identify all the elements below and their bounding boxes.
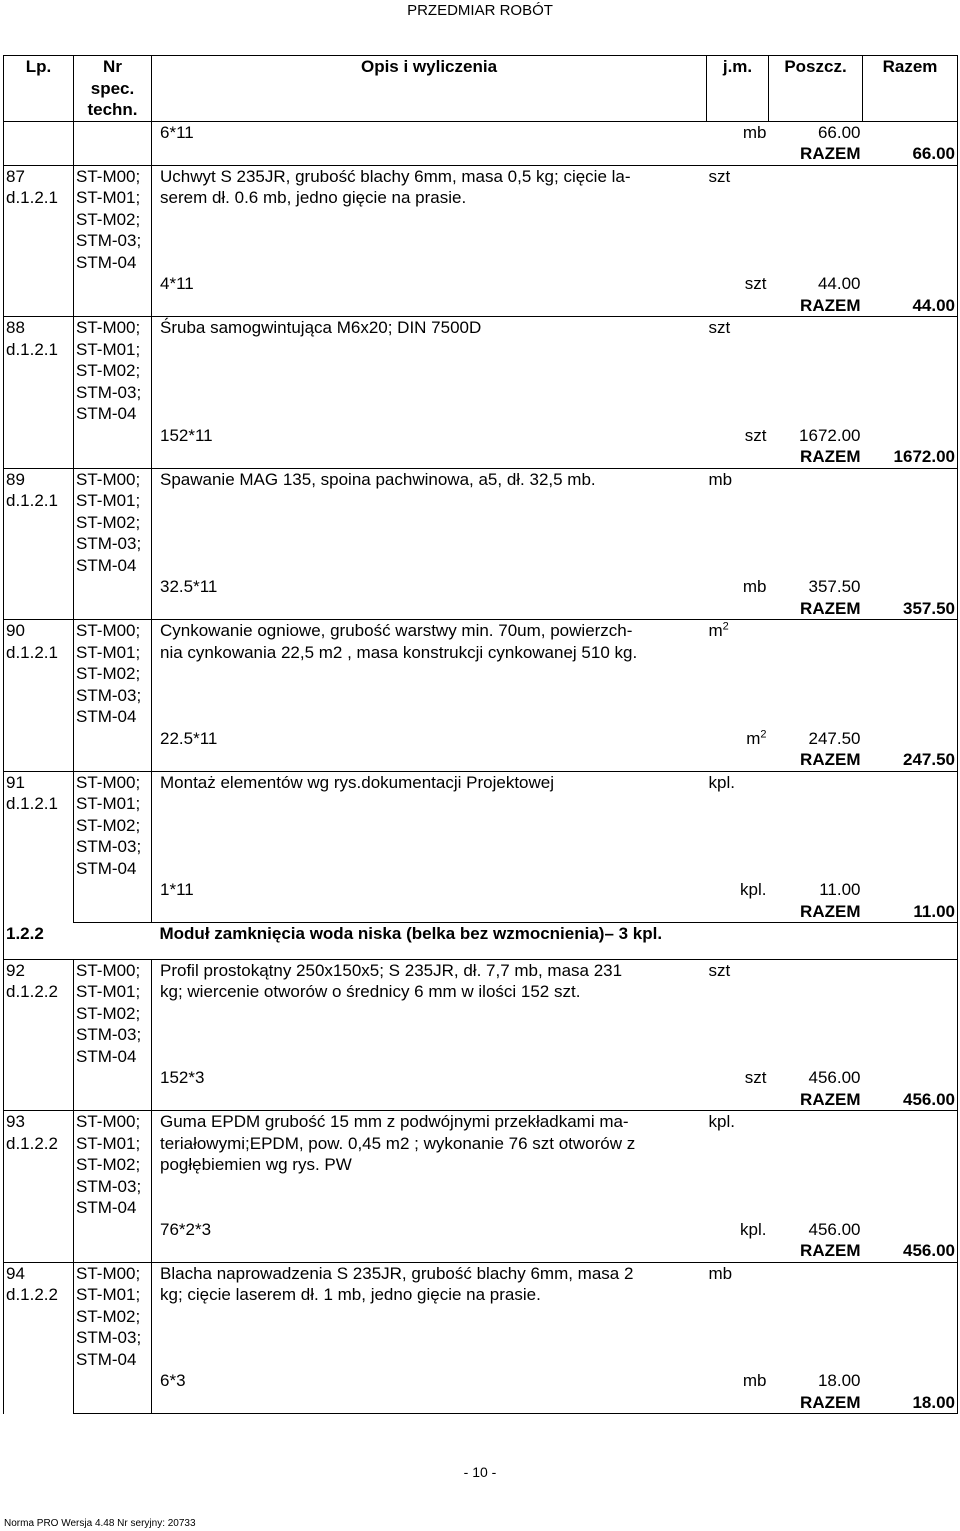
item-calc-unit xyxy=(707,273,769,295)
item-razem-label: RAZEM xyxy=(769,749,863,771)
item-poszcz-empty xyxy=(769,620,863,728)
item-calc-unit xyxy=(707,425,769,447)
item-razem-empty xyxy=(863,620,958,728)
item-razem-label: RAZEM xyxy=(769,446,863,468)
item-unit-value xyxy=(709,318,731,337)
item-spec-code: ST-M00; xyxy=(74,1111,152,1133)
carry-desc2 xyxy=(152,143,707,165)
item-code: d.1.2.1 xyxy=(6,491,58,510)
item-spec-code: STM-03; xyxy=(74,685,152,707)
carry-spec xyxy=(74,121,152,143)
item-code: d.1.2.1 xyxy=(6,188,58,207)
item-unit-value xyxy=(709,621,729,640)
item-lp xyxy=(4,771,74,923)
item-spec-empty2 xyxy=(74,901,152,923)
item-spec-code: ST-M02; xyxy=(74,360,152,382)
item-calc-row xyxy=(4,576,958,598)
section-number: 1.2.2 xyxy=(4,923,152,945)
item-unit xyxy=(707,165,769,273)
item-lp xyxy=(4,959,74,1111)
item-spec-code: ST-M01; xyxy=(74,793,152,815)
item-spec-code: STM-04 xyxy=(74,555,152,577)
item-unit-value-text: mb xyxy=(708,1263,733,1283)
item-razem-empty xyxy=(863,165,958,273)
item-spec-code: ST-M02; xyxy=(74,1003,152,1025)
table-header-row xyxy=(4,56,958,122)
item-spec-code: ST-M02; xyxy=(74,1154,152,1176)
item-description xyxy=(152,165,707,273)
item-spec-code: ST-M00; xyxy=(74,620,152,642)
item-desc-empty xyxy=(152,598,707,620)
item-description-line: teriałowymi;EPDM, pow. 0,45 m2 ; wykonanie 76 szt otworów z xyxy=(160,1133,636,1153)
item-calc-unit-value-text: kpl. xyxy=(740,880,767,899)
item-description-line: Montaż elementów wg rys.dokumentacji Projektowej xyxy=(160,772,555,792)
item-row xyxy=(4,771,958,793)
item-razem: 18.00 xyxy=(863,1392,958,1414)
item-lp xyxy=(4,165,74,317)
item-calc-unit-value-text: szt xyxy=(744,274,767,293)
item-lp xyxy=(4,1262,74,1414)
item-spec-code: ST-M01; xyxy=(74,1284,152,1306)
carry-razem-value: 66.00 xyxy=(863,143,958,165)
item-spec-code: ST-M00; xyxy=(74,771,152,793)
section-row xyxy=(4,923,958,945)
item-code: d.1.2.1 xyxy=(6,339,58,359)
item-code: d.1.2.1 xyxy=(6,642,58,662)
item-razem: 456.00 xyxy=(863,1089,958,1111)
item-description-line: Uchwyt S 235JR, grubość blachy 6mm, masa 0,5 kg; cięcie la- xyxy=(160,166,631,186)
item-razem-label: RAZEM xyxy=(769,598,863,620)
item-description-line: Spawanie MAG 135, spoina pachwinowa, a5, dł. 32,5 mb. xyxy=(160,469,596,489)
item-unit-empty xyxy=(707,749,769,771)
item-desc-empty xyxy=(152,1392,707,1414)
carry-lp xyxy=(4,121,74,143)
item-unit-value xyxy=(709,470,733,489)
item-razem-empty2 xyxy=(863,576,958,598)
cost-estimate-table xyxy=(3,55,958,1414)
carry-unit: mb xyxy=(707,121,769,143)
item-description xyxy=(152,468,707,576)
item-row xyxy=(4,959,958,981)
item-calc: 32.5*11 xyxy=(152,576,707,598)
item-razem-empty2 xyxy=(863,1219,958,1241)
item-razem-empty xyxy=(863,468,958,576)
item-poszcz-empty xyxy=(769,1111,863,1219)
item-unit-empty xyxy=(707,446,769,468)
item-spec-code: ST-M01; xyxy=(74,187,152,209)
item-spec-empty xyxy=(74,425,152,447)
item-calc-row xyxy=(4,728,958,750)
section-title: Moduł zamknięcia woda niska (belka bez wzmocnienia)– 3 kpl. xyxy=(159,924,663,943)
item-razem-empty xyxy=(863,771,958,879)
item-calc-unit xyxy=(707,1370,769,1392)
item-total-row xyxy=(4,1089,958,1111)
item-spec-code: STM-03; xyxy=(74,533,152,555)
item-number: 87 xyxy=(6,166,25,186)
item-poszcz-empty xyxy=(769,468,863,576)
item-lp xyxy=(4,317,74,469)
item-calc-unit xyxy=(707,879,769,901)
item-code: d.1.2.2 xyxy=(6,1285,58,1304)
item-unit xyxy=(707,959,769,1067)
item-razem: 247.50 xyxy=(863,749,958,771)
item-calc: 152*3 xyxy=(152,1067,707,1089)
item-calc-unit-value-text: m xyxy=(746,728,761,748)
item-desc-empty xyxy=(152,1240,707,1262)
item-unit-empty xyxy=(707,1392,769,1414)
item-spec-code: ST-M02; xyxy=(74,1306,152,1328)
item-calc-unit-value xyxy=(740,1220,766,1239)
item-code: d.1.2.2 xyxy=(6,1133,58,1153)
item-spec-code: STM-03; xyxy=(74,382,152,404)
header-nr-spec-line2: spec. xyxy=(90,78,135,98)
item-code: d.1.2.1 xyxy=(6,794,58,813)
item-spec-code: STM-03; xyxy=(74,1327,152,1349)
item-razem: 357.50 xyxy=(863,598,958,620)
item-unit-value xyxy=(709,1112,735,1131)
item-unit-value-text: kpl. xyxy=(708,772,735,792)
item-razem-empty xyxy=(863,959,958,1067)
item-unit xyxy=(707,771,769,879)
item-description xyxy=(152,771,707,879)
item-description-line: Profil prostokątny 250x150x5; S 235JR, dł. 7,7 mb, masa 231 xyxy=(160,960,623,980)
item-spec-code: ST-M01; xyxy=(74,1133,152,1155)
item-unit-empty xyxy=(707,598,769,620)
item-row xyxy=(4,620,958,642)
item-spec-empty2 xyxy=(74,598,152,620)
item-unit-value xyxy=(709,961,731,980)
item-spec-code: STM-03; xyxy=(74,1024,152,1046)
item-poszcz: 456.00 xyxy=(808,1219,861,1239)
item-number: 88 xyxy=(6,318,25,337)
carry-calc: 6*11 xyxy=(152,121,707,143)
item-calc-unit-value xyxy=(743,1371,767,1390)
item-calc: 6*3 xyxy=(152,1370,707,1392)
item-calc: 152*11 xyxy=(152,425,707,447)
item-razem-empty2 xyxy=(863,273,958,295)
item-description-line: serem dł. 0.6 mb, jedno gięcie na prasie. xyxy=(160,188,467,207)
carry-value: 66.00 xyxy=(769,121,863,143)
header-opis: Opis i wyliczenia xyxy=(152,56,707,122)
item-description-line: kg; cięcie laserem dł. 1 mb, jedno gięcie na prasie. xyxy=(160,1285,541,1304)
item-description-line: Cynkowanie ogniowe, grubość warstwy min. 70um, powierzch- xyxy=(160,621,633,640)
item-row xyxy=(4,1111,958,1133)
item-razem: 456.00 xyxy=(863,1240,958,1262)
item-total-row xyxy=(4,295,958,317)
software-version: Norma PRO Wersja 4.48 Nr seryjny: 20733 xyxy=(4,1518,196,1529)
item-poszcz: 18.00 xyxy=(817,1371,861,1390)
item-razem-label: RAZEM xyxy=(769,1089,863,1111)
item-calc-unit-value-text: mb xyxy=(742,1371,767,1390)
item-razem-empty xyxy=(863,1262,958,1370)
header-razem: Razem xyxy=(863,56,958,122)
item-calc-row xyxy=(4,1067,958,1089)
carry-unit2 xyxy=(707,143,769,165)
header-poszcz: Poszcz. xyxy=(769,56,863,122)
item-razem-label: RAZEM xyxy=(769,1240,863,1262)
item-spec-code: STM-04 xyxy=(74,706,152,728)
item-razem-label: RAZEM xyxy=(769,295,863,317)
item-description-line: Śruba samogwintująca M6x20; DIN 7500D xyxy=(160,318,482,337)
item-calc: 22.5*11 xyxy=(152,728,707,750)
carry-lp2 xyxy=(4,143,74,165)
item-spec-code: ST-M02; xyxy=(74,209,152,231)
item-lp xyxy=(4,468,74,620)
item-calc-unit-value-text: kpl. xyxy=(740,1219,767,1239)
item-razem-empty2 xyxy=(863,728,958,750)
item-row xyxy=(4,165,958,187)
section-empty xyxy=(863,923,958,945)
item-razem-empty2 xyxy=(863,1067,958,1089)
item-calc-unit-value xyxy=(745,426,767,445)
item-spec-code: ST-M01; xyxy=(74,339,152,361)
item-row xyxy=(4,468,958,490)
item-number: 90 xyxy=(6,621,25,640)
item-spec-code: STM-04 xyxy=(74,1046,152,1068)
item-number: 91 xyxy=(6,772,25,792)
item-total-row xyxy=(4,749,958,771)
item-total-row xyxy=(4,1392,958,1414)
item-calc-unit-value xyxy=(745,274,767,293)
item-description-line: Blacha naprowadzenia S 235JR, grubość blachy 6mm, masa 2 xyxy=(160,1263,634,1283)
item-spec-empty2 xyxy=(74,446,152,468)
item-unit-value xyxy=(709,773,735,792)
item-calc-unit xyxy=(707,576,769,598)
item-unit xyxy=(707,468,769,576)
item-spec-empty2 xyxy=(74,749,152,771)
item-razem: 1672.00 xyxy=(863,446,958,468)
item-description xyxy=(152,1262,707,1370)
item-number: 94 xyxy=(6,1263,25,1283)
item-spec-empty xyxy=(74,728,152,750)
item-razem: 44.00 xyxy=(863,295,958,317)
item-razem-empty2 xyxy=(863,879,958,901)
header-lp: Lp. xyxy=(4,56,74,122)
header-nr-spec xyxy=(74,56,152,122)
item-description-line: pogłębiemien wg rys. PW xyxy=(160,1155,352,1174)
item-calc-row xyxy=(4,1370,958,1392)
item-razem-empty xyxy=(863,1111,958,1219)
carry-total-row xyxy=(4,143,958,165)
item-unit-empty xyxy=(707,901,769,923)
item-unit-value xyxy=(709,1264,733,1283)
item-unit xyxy=(707,1111,769,1219)
item-spec-empty xyxy=(74,1370,152,1392)
item-poszcz: 456.00 xyxy=(808,1068,861,1087)
item-description xyxy=(152,1111,707,1219)
item-spec-code: ST-M02; xyxy=(74,663,152,685)
item-calc-row xyxy=(4,273,958,295)
section-gap-cell xyxy=(4,945,958,960)
item-unit-value-exponent: 2 xyxy=(722,620,729,633)
item-spec-empty xyxy=(74,576,152,598)
item-desc-empty xyxy=(152,446,707,468)
item-spec-empty2 xyxy=(74,1392,152,1414)
item-spec-code: STM-03; xyxy=(74,836,152,858)
item-poszcz-empty xyxy=(769,317,863,425)
item-desc-empty xyxy=(152,295,707,317)
item-unit-value-text: kpl. xyxy=(708,1112,735,1131)
item-calc-unit xyxy=(707,728,769,750)
item-desc-empty xyxy=(152,749,707,771)
item-calc-unit xyxy=(707,1219,769,1241)
item-spec-empty2 xyxy=(74,1240,152,1262)
item-calc-row xyxy=(4,1219,958,1241)
item-poszcz: 11.00 xyxy=(819,880,861,899)
item-calc-row xyxy=(4,425,958,447)
item-spec-code: STM-04 xyxy=(74,1197,152,1219)
item-calc-unit-value xyxy=(743,577,767,596)
item-unit-value xyxy=(709,167,731,186)
section-gap xyxy=(4,945,958,960)
item-unit-value-text: szt xyxy=(708,960,731,980)
item-total-row xyxy=(4,598,958,620)
item-razem-label: RAZEM xyxy=(769,901,863,923)
item-spec-code: ST-M01; xyxy=(74,981,152,1003)
page-title: PRZEDMIAR ROBÓT xyxy=(407,2,553,19)
item-calc: 76*2*3 xyxy=(152,1219,707,1241)
item-razem: 11.00 xyxy=(863,901,958,923)
item-spec-empty2 xyxy=(74,1089,152,1111)
item-spec-code: STM-04 xyxy=(74,252,152,274)
item-spec-empty xyxy=(74,1067,152,1089)
page-number: - 10 - xyxy=(463,1464,497,1480)
item-total-row xyxy=(4,1240,958,1262)
item-unit-empty xyxy=(707,295,769,317)
item-unit-value-text: szt xyxy=(708,166,731,186)
item-poszcz-empty xyxy=(769,1262,863,1370)
item-calc: 4*11 xyxy=(152,273,707,295)
item-desc-empty xyxy=(152,901,707,923)
item-number: 93 xyxy=(6,1112,25,1131)
item-spec-code: STM-04 xyxy=(74,403,152,425)
item-description-line: nia cynkowania 22,5 m2 , masa konstrukcji cynkowanej 510 kg. xyxy=(160,642,638,662)
item-unit-value-text: mb xyxy=(708,469,733,489)
item-description xyxy=(152,620,707,728)
item-poszcz-empty xyxy=(769,165,863,273)
item-spec-empty xyxy=(74,273,152,295)
item-spec-code: ST-M01; xyxy=(74,490,152,512)
item-calc-unit-value-text: szt xyxy=(744,425,767,445)
item-description-line: kg; wiercenie otworów o średnicy 6 mm w ilości 152 szt. xyxy=(160,982,581,1001)
item-spec-code: STM-04 xyxy=(74,858,152,880)
item-poszcz: 44.00 xyxy=(817,274,861,293)
item-unit-value-text: szt xyxy=(708,318,731,337)
item-description-line: Guma EPDM grubość 15 mm z podwójnymi przekładkami ma- xyxy=(160,1112,629,1131)
item-spec-code: ST-M00; xyxy=(74,468,152,490)
item-unit xyxy=(707,1262,769,1370)
item-spec-empty2 xyxy=(74,295,152,317)
item-spec-code: STM-03; xyxy=(74,1176,152,1198)
item-spec-code: ST-M00; xyxy=(74,317,152,339)
item-lp xyxy=(4,1111,74,1263)
item-calc-unit xyxy=(707,1067,769,1089)
item-desc-empty xyxy=(152,1089,707,1111)
carry-spec2 xyxy=(74,143,152,165)
item-razem-empty xyxy=(863,317,958,425)
item-calc-unit-value-text: mb xyxy=(742,577,767,596)
item-unit-empty xyxy=(707,1240,769,1262)
item-spec-code: STM-04 xyxy=(74,1349,152,1371)
carry-calc-row xyxy=(4,121,958,143)
item-row xyxy=(4,317,958,339)
item-calc-unit-value xyxy=(746,729,766,748)
item-razem-empty2 xyxy=(863,425,958,447)
item-total-row xyxy=(4,446,958,468)
item-calc-unit-value xyxy=(740,880,766,899)
item-poszcz-empty xyxy=(769,771,863,879)
item-calc-row xyxy=(4,879,958,901)
item-code: d.1.2.2 xyxy=(6,982,58,1001)
item-calc-unit-value xyxy=(745,1068,767,1087)
item-poszcz: 247.50 xyxy=(808,728,861,748)
item-spec-empty xyxy=(74,879,152,901)
item-poszcz: 357.50 xyxy=(808,577,861,596)
item-spec-code: ST-M00; xyxy=(74,959,152,981)
item-number: 92 xyxy=(6,960,25,980)
item-poszcz: 1672.00 xyxy=(799,425,861,445)
item-calc: 1*11 xyxy=(152,879,707,901)
item-spec-code: ST-M00; xyxy=(74,1262,152,1284)
item-spec-code: ST-M02; xyxy=(74,512,152,534)
item-unit xyxy=(707,620,769,728)
item-description xyxy=(152,317,707,425)
item-spec-code: ST-M01; xyxy=(74,642,152,664)
item-lp xyxy=(4,620,74,772)
item-spec-code: STM-03; xyxy=(74,230,152,252)
item-unit-empty xyxy=(707,1089,769,1111)
carry-empty xyxy=(863,121,958,143)
item-number: 89 xyxy=(6,469,25,489)
item-row xyxy=(4,1262,958,1284)
item-spec-code: ST-M00; xyxy=(74,165,152,187)
item-unit xyxy=(707,317,769,425)
item-spec-code: ST-M02; xyxy=(74,815,152,837)
item-razem-label: RAZEM xyxy=(769,1392,863,1414)
item-razem-empty2 xyxy=(863,1370,958,1392)
item-unit-value-text: m xyxy=(708,621,723,640)
carry-razem-label: RAZEM xyxy=(769,143,863,165)
item-poszcz-empty xyxy=(769,959,863,1067)
item-calc-unit-value-text: szt xyxy=(744,1068,767,1087)
header-jm: j.m. xyxy=(707,56,769,122)
item-calc-unit-value-exponent: 2 xyxy=(760,727,767,740)
item-description xyxy=(152,959,707,1067)
item-total-row xyxy=(4,901,958,923)
header-nr-spec-line3: techn. xyxy=(87,100,138,119)
item-spec-empty xyxy=(74,1219,152,1241)
header-nr-spec-line1: Nr xyxy=(103,57,122,76)
